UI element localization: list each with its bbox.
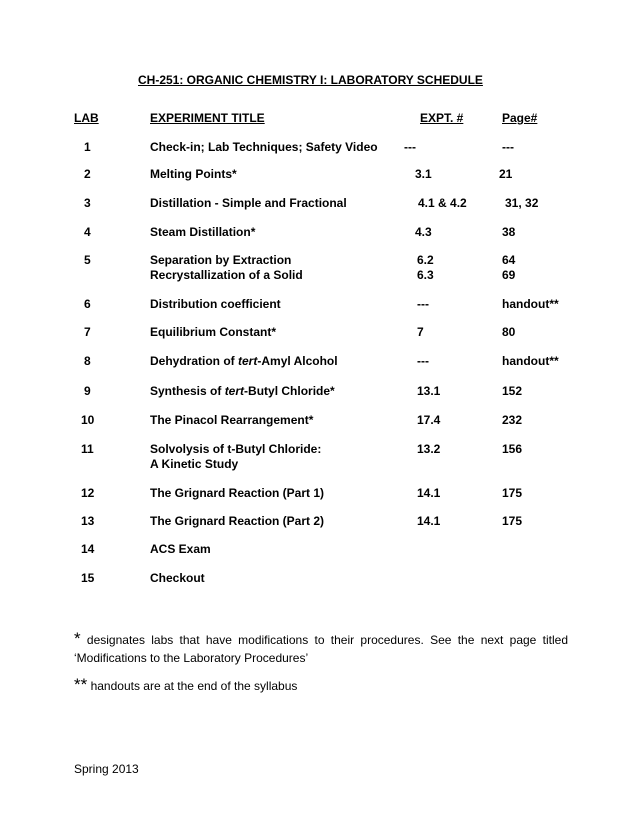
experiment-title-line: Recrystallization of a Solid xyxy=(150,268,303,282)
lab-number: 10 xyxy=(81,413,95,427)
column-header-expt: EXPT. # xyxy=(420,111,464,125)
experiment-number: 13.2 xyxy=(417,442,441,456)
footnote-star xyxy=(74,630,568,667)
experiment-number: 4.1 & 4.2 xyxy=(418,196,467,210)
footnote-double-star-text: handouts are at the end of the syllabus xyxy=(87,679,298,693)
footnote-star-mark: * xyxy=(74,629,81,648)
experiment-title: ACS Exam xyxy=(150,542,211,556)
experiment-number: --- xyxy=(404,140,416,154)
lab-number: 2 xyxy=(84,167,91,181)
page-number xyxy=(502,253,515,283)
page-number: 232 xyxy=(502,413,523,427)
lab-number: 11 xyxy=(81,442,94,456)
experiment-title: Distillation - Simple and Fractional xyxy=(150,196,347,210)
experiment-title: The Pinacol Rearrangement* xyxy=(150,413,314,427)
experiment-number: 4.3 xyxy=(415,225,432,239)
lab-number: 8 xyxy=(84,354,91,368)
experiment-title-text: Dehydration of xyxy=(150,354,239,368)
experiment-title-line: Solvolysis of t-Butyl Chloride: xyxy=(150,442,322,456)
page-number: handout** xyxy=(502,354,559,368)
experiment-number-line: 6.2 xyxy=(417,253,434,267)
lab-number: 13 xyxy=(81,514,95,528)
experiment-title-text: -Butyl Chloride* xyxy=(244,384,335,398)
lab-number: 6 xyxy=(84,297,91,311)
experiment-number: 7 xyxy=(417,325,424,339)
page-number-line: 69 xyxy=(502,268,516,282)
experiment-title: Melting Points* xyxy=(150,167,237,181)
page-number: 175 xyxy=(502,486,523,500)
experiment-number: --- xyxy=(417,354,429,368)
footer-term: Spring 2013 xyxy=(74,762,139,776)
column-header-title: EXPERIMENT TITLE xyxy=(150,111,265,125)
experiment-title: Checkout xyxy=(150,571,205,585)
experiment-title: Equilibrium Constant* xyxy=(150,325,276,339)
page-number: handout** xyxy=(502,297,559,311)
column-header-page: Page# xyxy=(502,111,538,125)
lab-number: 12 xyxy=(81,486,95,500)
lab-number: 9 xyxy=(84,384,91,398)
experiment-number xyxy=(417,253,434,283)
page-number-line: 64 xyxy=(502,253,516,267)
experiment-title xyxy=(150,253,303,283)
experiment-title: The Grignard Reaction (Part 1) xyxy=(150,486,325,500)
footnote-star-text: designates labs that have modifications to their procedures. See the next page titled ‘Modifications to the Laboratory Procedures’ xyxy=(74,633,568,665)
experiment-number: 17.4 xyxy=(417,413,441,427)
experiment-number-line: 6.3 xyxy=(417,268,434,282)
lab-number: 7 xyxy=(84,325,91,339)
column-header-lab: LAB xyxy=(74,111,99,125)
lab-number: 4 xyxy=(84,225,91,239)
experiment-title xyxy=(150,384,335,399)
page-number: 21 xyxy=(499,167,513,181)
page-number: --- xyxy=(502,140,514,154)
experiment-number: 14.1 xyxy=(417,514,441,528)
experiment-title: Distribution coefficient xyxy=(150,297,281,311)
page-number: 175 xyxy=(502,514,523,528)
lab-number: 5 xyxy=(84,253,91,267)
lab-number: 3 xyxy=(84,196,91,210)
experiment-title: Steam Distillation* xyxy=(150,225,256,239)
experiment-number: 13.1 xyxy=(417,384,441,398)
page-number: 156 xyxy=(502,442,523,456)
experiment-title-line: A Kinetic Study xyxy=(150,457,239,471)
page-number: 80 xyxy=(502,325,516,339)
page-number: 152 xyxy=(502,384,523,398)
lab-number: 15 xyxy=(81,571,95,585)
footnote-double-star-mark: ** xyxy=(74,675,88,694)
lab-number: 14 xyxy=(81,542,95,556)
experiment-title-text: -Amyl Alcohol xyxy=(257,354,338,368)
page-number: 38 xyxy=(502,225,516,239)
lab-number: 1 xyxy=(84,140,91,154)
page-number: 31, 32 xyxy=(505,196,539,210)
experiment-title-italic: tert xyxy=(238,354,258,368)
experiment-number: 14.1 xyxy=(417,486,441,500)
footnote-double-star xyxy=(74,676,568,695)
experiment-number: 3.1 xyxy=(415,167,432,181)
page-title: CH-251: ORGANIC CHEMISTRY I: LABORATORY SCHEDULE xyxy=(138,73,483,87)
experiment-title-line: Separation by Extraction xyxy=(150,253,292,267)
experiment-title: Check-in; Lab Techniques; Safety Video xyxy=(150,140,378,154)
experiment-number: --- xyxy=(417,297,429,311)
experiment-title xyxy=(150,442,321,472)
experiment-title xyxy=(150,354,338,369)
experiment-title-italic: tert xyxy=(224,384,245,398)
experiment-title: The Grignard Reaction (Part 2) xyxy=(150,514,325,528)
experiment-title-text: Synthesis of xyxy=(150,384,225,398)
